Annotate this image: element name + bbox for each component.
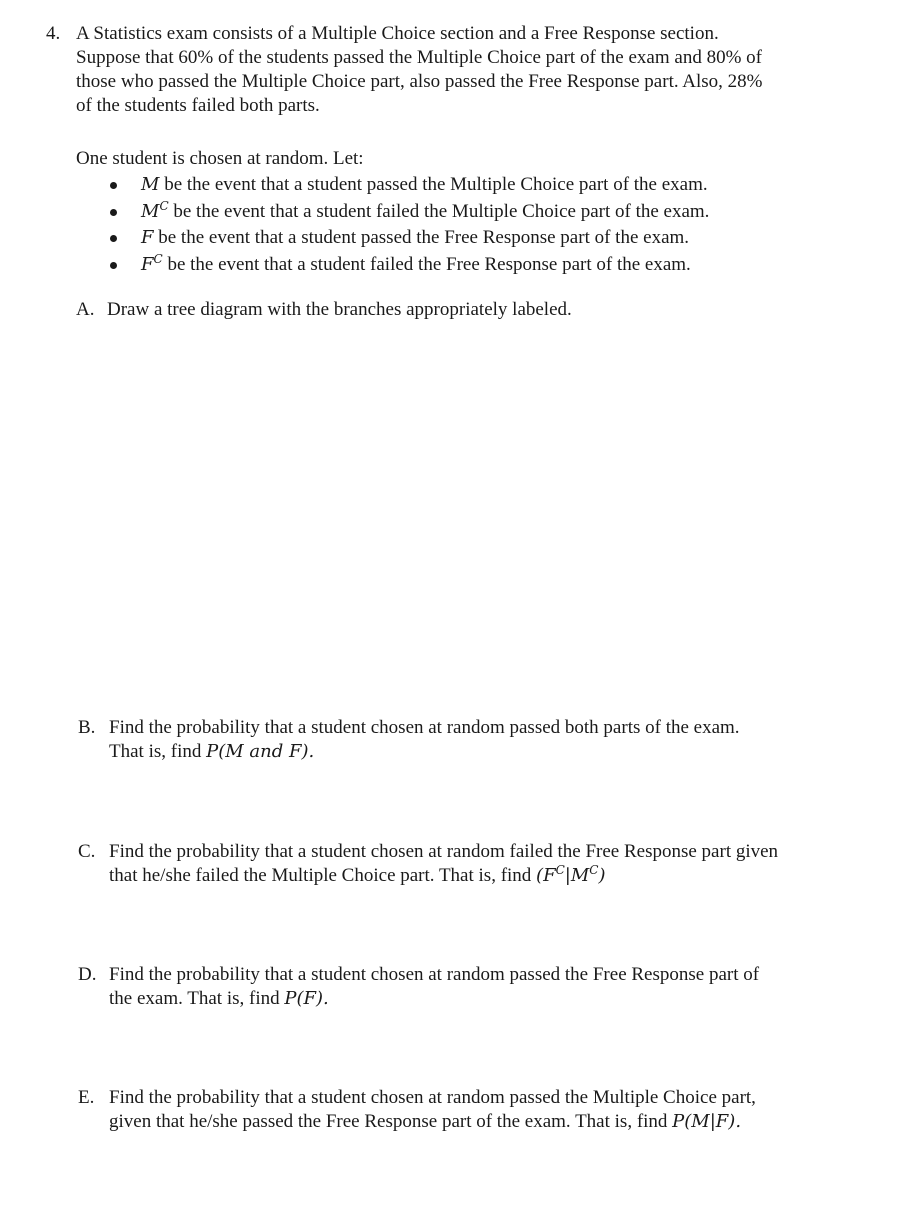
event-item-m (104, 173, 709, 200)
part-text: that he/she failed the Multiple Choice part. That is, find (109, 865, 537, 886)
bullet-icon (110, 262, 117, 269)
part-letter: D. (78, 964, 97, 985)
math-superscript: C (555, 863, 565, 877)
event-description: be the event that a student passed the Free Response part of the exam. (153, 227, 690, 248)
setup-text: One student is chosen at random. Let: (76, 148, 364, 169)
event-item-fc (104, 253, 709, 280)
intro-line: A Statistics exam consists of a Multiple Choice section and a Free Response section. (76, 23, 719, 44)
math-expression: P(M and F). (206, 741, 315, 762)
part-text: Draw a tree diagram with the branches appropriately labeled. (107, 299, 572, 320)
event-symbol: M (141, 174, 160, 195)
math-expression: P(F). (284, 988, 329, 1009)
event-item-mc (104, 200, 709, 227)
math-expression: (F (536, 865, 556, 886)
part-text: That is, find (109, 741, 207, 762)
part-letter: B. (78, 717, 96, 738)
part-letter: C. (78, 841, 96, 862)
question-intro (76, 22, 866, 118)
intro-line: Suppose that 60% of the students passed the Multiple Choice part of the exam and 80% of (76, 47, 762, 68)
math-expression: P(M|F). (672, 1111, 742, 1132)
event-list (104, 173, 709, 279)
part-text: given that he/she passed the Free Response part of the exam. That is, find (109, 1111, 673, 1132)
part-text: Find the probability that a student chosen at random passed the Free Response part of (109, 964, 760, 985)
event-symbol: M (141, 200, 160, 222)
math-expression: ) (598, 865, 606, 886)
part-text: the exam. That is, find (109, 988, 285, 1009)
bullet-icon (110, 235, 117, 242)
part-text: Find the probability that a student chosen at random failed the Free Response part given (109, 841, 779, 862)
math-expression: |M (564, 865, 590, 886)
event-symbol: F (141, 253, 154, 275)
event-description: be the event that a student failed the Multiple Choice part of the exam. (168, 200, 710, 222)
question-number: 4. (46, 23, 61, 44)
math-superscript: C (589, 863, 599, 877)
bullet-icon (110, 182, 117, 189)
event-description: be the event that a student failed the Free Response part of the exam. (162, 253, 691, 275)
event-superscript: C (153, 251, 163, 266)
event-superscript: C (159, 198, 169, 213)
event-symbol: F (141, 227, 154, 248)
part-letter: E. (78, 1087, 95, 1108)
bullet-icon (110, 209, 117, 216)
intro-line: those who passed the Multiple Choice part, also passed the Free Response part. Also, 28% (76, 71, 763, 92)
event-item-f (104, 226, 709, 253)
intro-line: of the students failed both parts. (76, 95, 320, 116)
part-text: Find the probability that a student chosen at random passed both parts of the exam. (109, 717, 740, 738)
event-description: be the event that a student passed the Multiple Choice part of the exam. (159, 174, 708, 195)
part-letter: A. (76, 299, 95, 320)
part-text: Find the probability that a student chosen at random passed the Multiple Choice part, (109, 1087, 756, 1108)
